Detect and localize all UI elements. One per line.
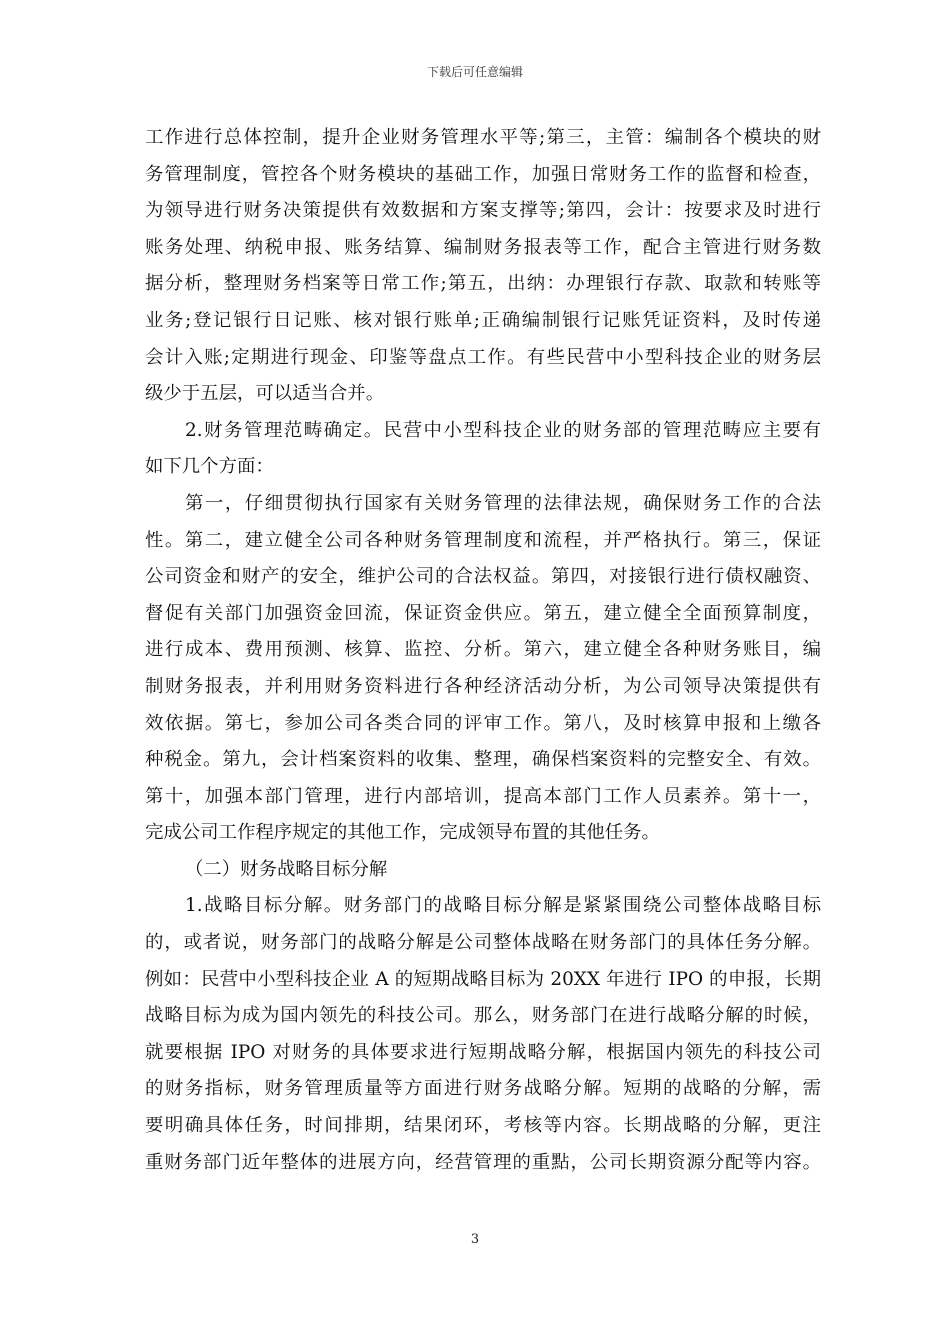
text-line: 的财务指标，财务管理质量等方面进行财务战略分解。短期的战略的分解，需 [145, 1078, 821, 1100]
text-line: 2.财务管理范畴确定。民营中小型科技企业的财务部的管理范畴应主要有 [185, 419, 821, 441]
text-line: 会计入账;定期进行现金、印鉴等盘点工作。有些民营中小型科技企业的财务层 [145, 346, 821, 368]
text-line: 重财务部门近年整体的进展方向，经营管理的重點，公司长期资源分配等内容。 [145, 1151, 821, 1173]
text-line: 工作进行总体控制，提升企业财务管理水平等;第三，主管：编制各个模块的财 [145, 127, 821, 148]
text-line: 督促有关部门加强资金回流，保证资金供应。第五，建立健全全面预算制度， [145, 602, 821, 624]
text-line: 种税金。第九，会计档案资料的收集、整理，确保档案资料的完整安全、有效。 [145, 749, 821, 771]
page-header: 下载后可任意编辑 [426, 65, 523, 79]
text-line: 的，或者说，财务部门的战略分解是公司整体战略在财务部门的具体任务分解。 [145, 932, 821, 954]
text-line: 如下几个方面： [145, 456, 274, 478]
text-line: （二）财务战略目标分解 [185, 858, 388, 880]
text-line: 例如：民营中小型科技企业 A 的短期战略目标为 20XX 年进行 IPO 的申报，长期 [145, 968, 821, 990]
text-line: 为领导进行财务决策提供有效数据和方案支撑等;第四，会计：按要求及时进行 [145, 200, 821, 222]
text-line: 第一，仔细贯彻执行国家有关财务管理的法律法规，确保财务工作的合法 [185, 492, 821, 514]
text-line: 第十，加强本部门管理，进行内部培训，提高本部门工作人员素养。第十一， [145, 785, 821, 807]
document-body [145, 120, 821, 1181]
text-line: 1.战略目标分解。财务部门的战略目标分解是紧紧围绕公司整体战略目标 [185, 895, 821, 917]
text-line: 业务;登记银行日记账、核对银行账单;正确编制银行记账凭证资料，及时传递 [145, 309, 821, 331]
text-line: 性。第二，建立健全公司各种财务管理制度和流程，并严格执行。第三，保证 [145, 529, 821, 551]
text-line: 要明确具体任务，时间排期，结果闭环，考核等内容。长期战略的分解，更注 [145, 1115, 821, 1137]
text-line: 进行成本、费用预测、核算、监控、分析。第六，建立健全各种财务账目，编 [145, 639, 821, 661]
page-number: 3 [470, 1232, 480, 1247]
text-line: 级少于五层，可以适当合并。 [145, 383, 385, 405]
text-line: 据分析，整理财务档案等日常工作;第五，出纳：办理银行存款、取款和转账等 [145, 273, 821, 295]
text-line: 务管理制度，管控各个财务模块的基础工作，加强日常财务工作的监督和检查， [145, 163, 821, 185]
text-line: 就要根据 IPO 对财务的具体要求进行短期战略分解，根据国内领先的科技公司 [145, 1041, 821, 1063]
text-line: 完成公司工作程序规定的其他工作，完成领导布置的其他任务。 [145, 822, 660, 844]
text-line: 效依据。第七，参加公司各类合同的评审工作。第八，及时核算申报和上缴各 [145, 712, 821, 734]
text-line: 账务处理、纳税申报、账务结算、编制财务报表等工作，配合主管进行财务数 [145, 236, 821, 258]
text-line: 公司资金和财产的安全，维护公司的合法权益。第四，对接银行进行债权融资、 [145, 566, 821, 588]
text-line: 制财务报表，并利用财务资料进行各种经济活动分析，为公司领导决策提供有 [145, 675, 821, 697]
text-line: 战略目标为成为国内领先的科技公司。那么，财务部门在进行战略分解的时候， [145, 1005, 821, 1027]
